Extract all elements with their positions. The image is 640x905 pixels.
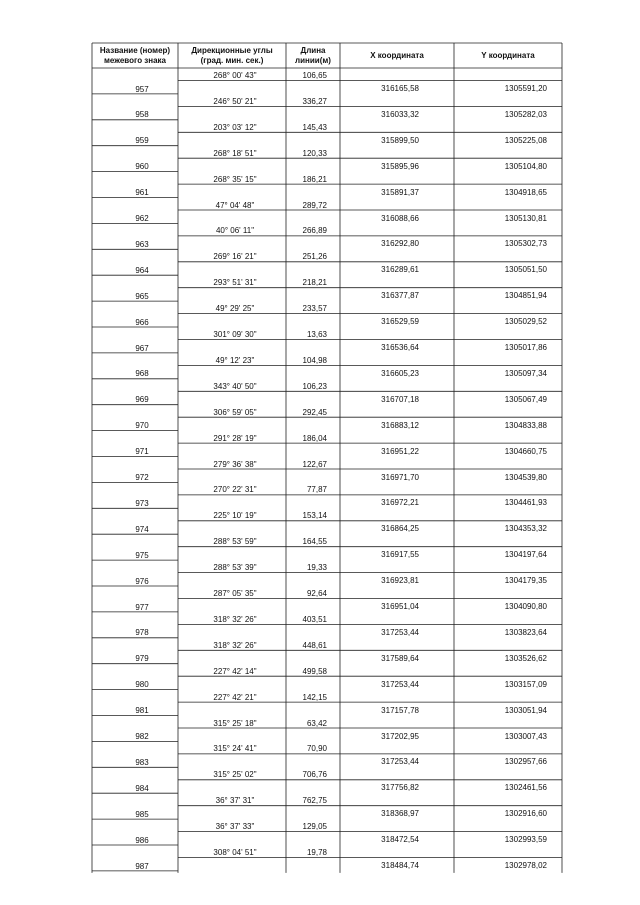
x-coordinate: 317253,44 [381, 627, 419, 637]
x-coordinate: 316864,25 [381, 524, 419, 534]
y-coordinate: 1302978,02 [504, 861, 547, 870]
point-name: 957 [135, 84, 149, 94]
y-coordinate: 1305130,81 [504, 213, 547, 223]
direction-angle: 315° 25' 02" [213, 770, 257, 780]
line-length: 19,78 [306, 848, 327, 857]
direction-angle: 279° 36' 38" [213, 459, 257, 469]
y-coordinate: 1304851,94 [504, 291, 547, 301]
header-direction-angles-line1: Дирекционные углы [191, 45, 273, 55]
line-length: 218,21 [302, 278, 327, 288]
line-length: 145,43 [302, 122, 327, 132]
line-length: 289,72 [302, 200, 327, 210]
y-coordinate: 1303007,43 [504, 731, 547, 741]
point-name: 978 [135, 628, 149, 638]
direction-angle: 227° 42' 21" [213, 692, 257, 702]
direction-angle: 288° 53' 39" [213, 563, 257, 573]
y-coordinate: 1302916,60 [504, 809, 547, 819]
y-coordinate: 1305591,20 [504, 84, 547, 93]
x-coordinate: 315899,50 [381, 135, 419, 145]
line-length: 104,98 [302, 355, 327, 365]
direction-angle: 318° 32' 26" [213, 614, 257, 624]
point-name: 968 [135, 369, 149, 379]
x-coordinate: 316971,70 [381, 472, 419, 482]
line-length: 63,42 [306, 718, 327, 728]
point-name: 986 [135, 835, 149, 845]
header-point-name-line1: Название (номер) [99, 45, 171, 55]
x-coordinate: 316033,32 [381, 109, 419, 119]
direction-angle: 315° 24' 41" [213, 744, 257, 754]
direction-angle: 301° 09' 30" [213, 330, 257, 339]
x-coordinate: 316536,64 [381, 343, 419, 352]
header-y-coordinate [454, 43, 562, 68]
y-coordinate: 1302461,56 [504, 783, 547, 793]
direction-angle: 288° 53' 59" [213, 537, 257, 547]
point-name: 984 [135, 783, 149, 793]
x-coordinate: 316923,81 [381, 576, 419, 586]
direction-angle: 36° 37' 33" [215, 822, 255, 832]
y-coordinate: 1305067,49 [504, 394, 547, 404]
line-length: 92,64 [306, 589, 327, 598]
direction-angle: 203° 03' 12" [213, 122, 257, 132]
point-name: 961 [135, 188, 149, 198]
line-length: 403,51 [302, 614, 327, 624]
line-length: 106,23 [302, 381, 327, 391]
y-coordinate: 1304660,75 [504, 446, 547, 456]
direction-angle: 315° 25' 18" [213, 718, 257, 728]
line-length: 336,27 [302, 96, 327, 106]
x-coordinate: 317589,64 [381, 653, 419, 663]
x-coordinate: 317253,44 [381, 757, 419, 767]
point-name: 971 [135, 447, 149, 457]
x-coordinate: 316289,61 [381, 265, 419, 275]
y-coordinate: 1304197,64 [504, 550, 547, 560]
line-length: 129,05 [302, 822, 327, 832]
point-name: 973 [135, 498, 149, 508]
y-coordinate: 1304918,65 [504, 187, 547, 197]
y-coordinate: 1302993,59 [504, 835, 547, 845]
line-length: 142,15 [302, 692, 327, 702]
y-coordinate: 1305302,73 [504, 239, 547, 249]
direction-angle: 49° 29' 25" [215, 304, 255, 314]
line-length: 251,26 [302, 252, 327, 262]
point-name: 975 [135, 550, 149, 560]
point-name: 969 [135, 395, 149, 405]
point-name: 977 [135, 602, 149, 612]
point-name: 983 [135, 757, 149, 767]
point-name: 974 [135, 524, 149, 534]
point-name: 965 [135, 291, 149, 301]
x-coordinate: 316951,04 [381, 602, 419, 611]
y-coordinate: 1303051,94 [504, 705, 547, 715]
direction-angle: 293° 51' 31" [213, 278, 257, 288]
line-length: 186,21 [302, 174, 327, 184]
header-line-length-line2: линии(м) [295, 55, 331, 65]
direction-angle: 269° 16' 21" [213, 252, 257, 262]
x-coordinate: 317202,95 [381, 731, 419, 741]
x-coordinate: 318368,97 [381, 809, 419, 819]
y-coordinate: 1304461,93 [504, 498, 547, 508]
y-coordinate: 1304833,88 [504, 420, 547, 430]
x-coordinate: 316883,12 [381, 420, 419, 430]
line-length: 77,87 [306, 485, 327, 495]
line-length: 19,33 [306, 563, 327, 573]
header-point-name-line2: межевого знака [103, 55, 167, 65]
y-coordinate: 1302957,66 [504, 757, 547, 767]
direction-angle: 308° 04' 51" [213, 848, 257, 857]
point-name: 964 [135, 265, 149, 275]
direction-angle: 306° 59' 05" [213, 407, 257, 417]
direction-angle: 318° 32' 26" [213, 640, 257, 650]
y-coordinate: 1303157,09 [504, 679, 547, 689]
direction-angle: 227° 42' 14" [213, 666, 257, 676]
x-coordinate: 317253,44 [381, 679, 419, 689]
direction-angle: 268° 18' 51" [213, 148, 257, 158]
point-name: 962 [135, 214, 149, 223]
y-coordinate: 1305051,50 [504, 265, 547, 275]
y-coordinate: 1304179,35 [504, 576, 547, 586]
point-name: 960 [135, 162, 149, 172]
x-coordinate: 316529,59 [381, 317, 419, 327]
point-name: 959 [135, 136, 149, 146]
y-coordinate: 1305029,52 [504, 317, 547, 327]
line-length: 762,75 [302, 796, 327, 806]
line-length: 70,90 [306, 744, 327, 754]
point-name: 979 [135, 654, 149, 664]
direction-angle: 47° 04' 48" [215, 200, 255, 210]
direction-angle: 246° 50' 21" [213, 96, 257, 106]
direction-angle: 268° 35' 15" [213, 174, 257, 184]
line-length: 186,04 [302, 433, 327, 443]
line-length: 266,89 [302, 226, 327, 236]
point-name: 982 [135, 732, 149, 741]
header-x-coordinate-label: X координата [370, 50, 424, 60]
y-coordinate: 1305097,34 [504, 368, 547, 378]
direction-angle: 40° 06' 11" [215, 226, 255, 236]
x-coordinate: 317756,82 [381, 783, 419, 793]
line-length: 120,33 [302, 148, 327, 158]
direction-angle: 287° 05' 35" [213, 589, 257, 598]
x-coordinate: 318472,54 [381, 835, 419, 845]
y-coordinate: 1305282,03 [504, 109, 547, 119]
x-coordinate: 316605,23 [381, 368, 419, 378]
point-name: 967 [135, 343, 149, 353]
point-name: 958 [135, 110, 149, 120]
point-name: 972 [135, 473, 149, 482]
x-coordinate: 315891,37 [381, 187, 419, 197]
y-coordinate: 1304539,80 [504, 472, 547, 482]
line-length: 706,76 [302, 770, 327, 780]
point-name: 987 [135, 861, 149, 871]
point-name: 981 [135, 706, 149, 716]
y-coordinate: 1305017,86 [504, 343, 547, 352]
point-name: 980 [135, 680, 149, 690]
x-coordinate: 316707,18 [381, 394, 419, 404]
x-coordinate: 315895,96 [381, 161, 419, 171]
x-coordinate: 316917,55 [381, 550, 419, 560]
point-name: 985 [135, 809, 149, 819]
y-coordinate: 1303526,62 [504, 653, 547, 663]
header-direction-angles [178, 43, 286, 68]
y-coordinate: 1305104,80 [504, 161, 547, 171]
point-name: 966 [135, 317, 149, 327]
x-coordinate: 316292,80 [381, 239, 419, 249]
header-direction-angles-line2: (град. мин. сек.) [200, 55, 264, 65]
direction-angle: 343° 40' 50" [213, 381, 257, 391]
y-coordinate: 1303823,64 [504, 627, 547, 637]
point-name: 976 [135, 576, 149, 586]
x-coordinate: 317157,78 [381, 705, 419, 715]
line-length: 106,65 [302, 71, 327, 80]
line-length: 153,14 [302, 511, 327, 521]
line-length: 122,67 [302, 459, 327, 469]
header-point-name [92, 43, 178, 68]
direction-angle: 36° 37' 31" [215, 796, 255, 806]
line-length: 292,45 [302, 407, 327, 417]
y-coordinate: 1304353,32 [504, 524, 547, 534]
header-x-coordinate [340, 43, 454, 68]
direction-angle: 225° 10' 19" [213, 511, 257, 521]
direction-angle: 291° 28' 19" [213, 433, 257, 443]
header-line-length [286, 43, 340, 68]
x-coordinate: 316088,66 [381, 213, 419, 223]
point-name: 963 [135, 239, 149, 249]
line-length: 164,55 [302, 537, 327, 547]
x-coordinate: 316972,21 [381, 498, 419, 508]
x-coordinate: 316377,87 [381, 291, 419, 301]
line-length: 499,58 [302, 666, 327, 676]
x-coordinate: 316951,22 [381, 446, 419, 456]
direction-angle: 49° 12' 23" [215, 355, 255, 365]
direction-angle: 268° 00' 43" [213, 71, 257, 80]
x-coordinate: 316165,58 [381, 84, 419, 93]
point-name: 970 [135, 421, 149, 431]
x-coordinate: 318484,74 [381, 861, 419, 870]
line-length: 233,57 [302, 304, 327, 314]
y-coordinate: 1304090,80 [504, 602, 547, 611]
header-line-length-line1: Длина [300, 45, 326, 55]
header-y-coordinate-label: Y координата [481, 50, 535, 60]
y-coordinate: 1305225,08 [504, 135, 547, 145]
line-length: 13,63 [306, 330, 327, 339]
direction-angle: 270° 22' 31" [213, 485, 257, 495]
line-length: 448,61 [302, 640, 327, 650]
